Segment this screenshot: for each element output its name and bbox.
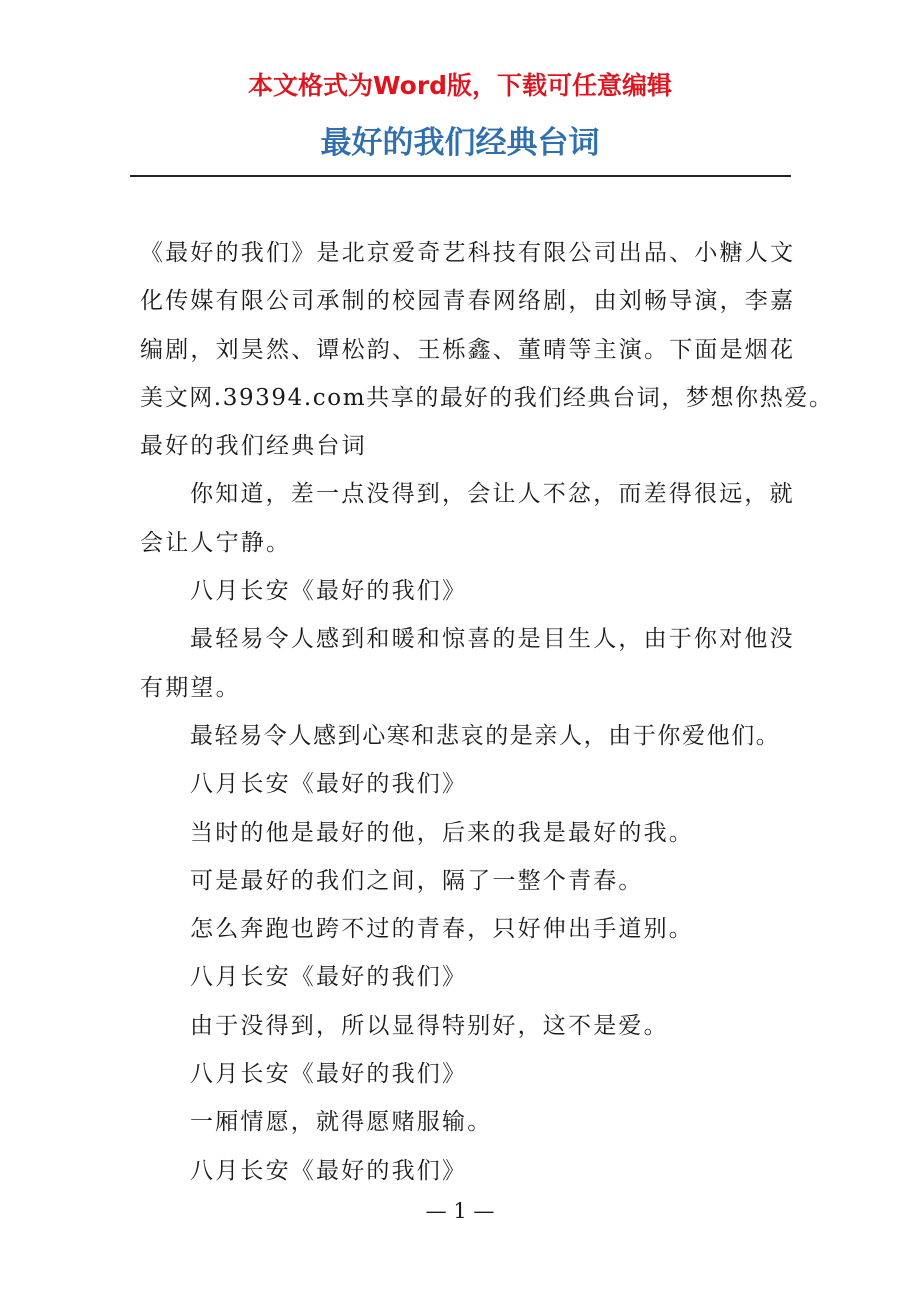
- document-title: 最好的我们经典台词: [320, 125, 600, 161]
- quote-line: 最轻易令人感到心寒和悲哀的是亲人，由于你爱他们。: [190, 722, 781, 749]
- body-line: 化传媒有限公司承制的校园青春网络剧，由刘畅导演，李嘉: [140, 288, 796, 315]
- quote-attribution: 八月长安《最好的我们》: [190, 1061, 468, 1088]
- quote-line: 一厢情愿，就得愿赌服输。: [190, 1109, 493, 1136]
- body-line: 《最好的我们》是北京爱奇艺科技有限公司出品、小糖人文: [140, 240, 796, 266]
- quote-line: 由于没得到，所以显得特别好，这不是爱。: [190, 1012, 669, 1039]
- quote-line: 会让人宁静。: [140, 529, 292, 556]
- quote-line: 有期望。: [140, 674, 241, 701]
- document-body: [140, 229, 834, 1195]
- quote-line: 当时的他是最好的他，后来的我是最好的我。: [190, 819, 694, 846]
- quote-attribution: 八月长安《最好的我们》: [190, 578, 468, 605]
- title-divider: [130, 175, 791, 177]
- quote-attribution: 八月长安《最好的我们》: [190, 964, 468, 991]
- section-heading: 最好的我们经典台词: [140, 433, 367, 460]
- body-line: 美文网.39394.com共享的最好的我们经典台词，梦想你热爱。: [140, 384, 834, 411]
- quote-line: 怎么奔跑也跨不过的青春，只好伸出手道别。: [190, 916, 694, 943]
- quote-line: 可是最好的我们之间，隔了一整个青春。: [190, 867, 644, 894]
- quote-attribution: 八月长安《最好的我们》: [190, 1157, 468, 1184]
- quote-line: 你知道，差一点没得到，会让人不忿，而差得很远，就: [190, 481, 795, 508]
- quote-attribution: 八月长安《最好的我们》: [190, 771, 468, 798]
- body-line: 编剧，刘昊然、谭松韵、王栎鑫、董晴等主演。下面是烟花: [140, 336, 796, 363]
- format-banner: 本文格式为Word版，下载可任意编辑: [247, 71, 673, 100]
- page-number: — 1 —: [425, 1199, 495, 1223]
- quote-line: 最轻易令人感到和暖和惊喜的是目生人，由于你对他没: [190, 626, 795, 653]
